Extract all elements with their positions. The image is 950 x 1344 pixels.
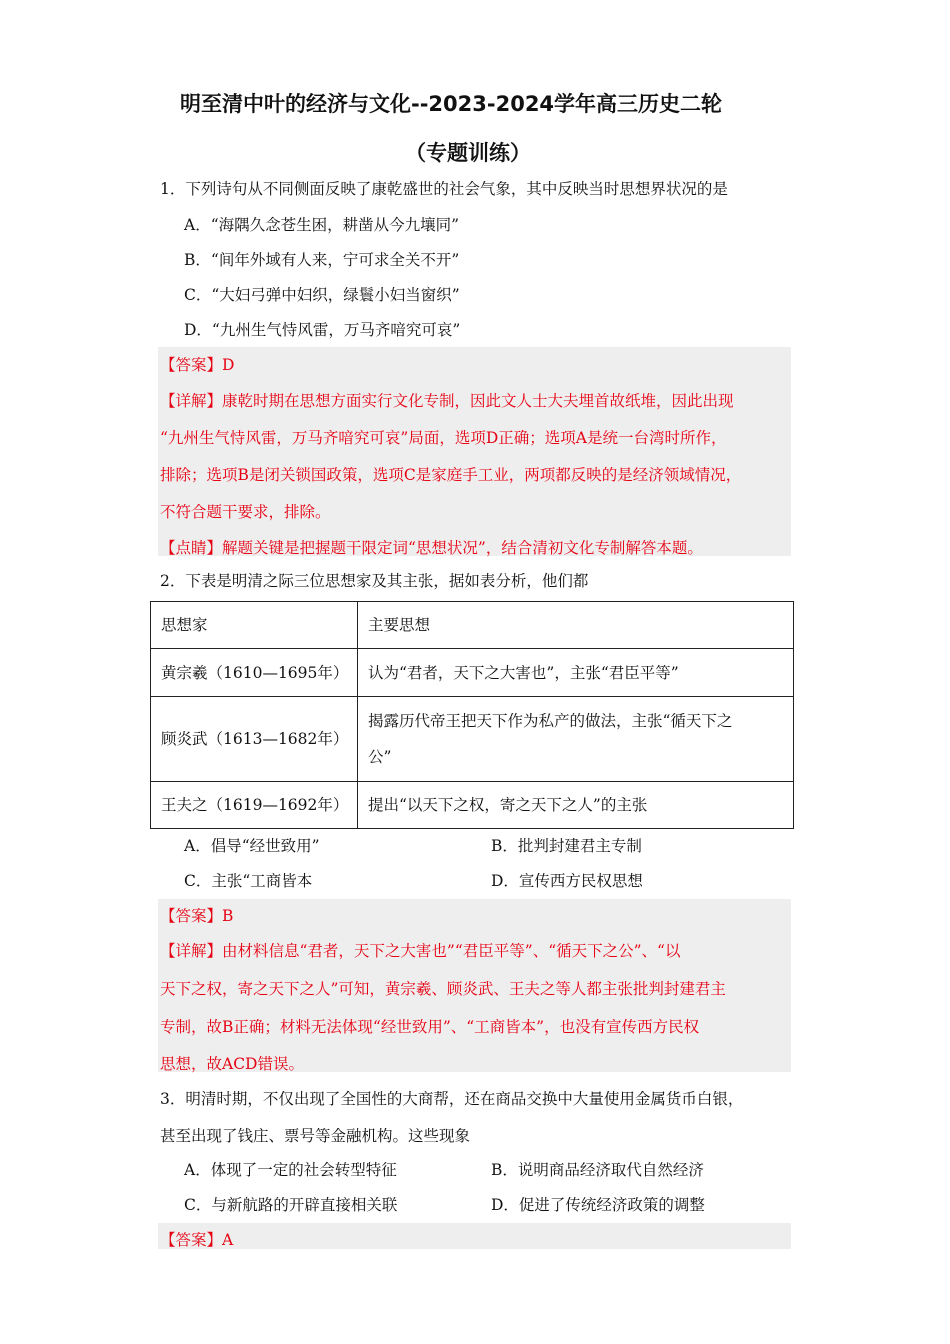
question-1-answer-block	[158, 347, 791, 556]
question-2-answer: 【答案】B	[160, 907, 234, 925]
page-title: 明至清中叶的经济与文化--2023-2024学年高三历史二轮	[180, 92, 723, 116]
question-1-option-c: C．“大妇弓弹中妇织，绿鬟小妇当窗织”	[184, 286, 460, 304]
table-header-row	[151, 602, 794, 649]
question-3-stem-line-1: 3．明清时期，不仅出现了全国性的大商帮，还在商品交换中大量使用金属货币白银，	[160, 1090, 744, 1108]
question-3-option-d: D．促进了传统经济政策的调整	[491, 1196, 705, 1214]
table-row	[151, 649, 794, 697]
question-2-option-c: C．主张“工商皆本	[184, 872, 313, 890]
table-row	[151, 782, 794, 829]
table-cell-line: 公”	[368, 748, 392, 766]
question-1-option-d: D．“九州生气恃风雷，万马齐喑究可哀”	[184, 321, 461, 339]
question-2-stem: 2．下表是明清之际三位思想家及其主张，据如表分析，他们都	[160, 572, 589, 590]
table-cell-line: 揭露历代帝王把天下作为私产的做法，主张“循天下之	[368, 712, 733, 730]
question-1-detail-line-4: 不符合题干要求，排除。	[160, 503, 331, 521]
table-cell: 王夫之（1619—1692年）	[151, 782, 358, 829]
question-1-option-a: A．“海隅久念苍生困，耕凿从今九壤同”	[184, 216, 460, 234]
question-2-detail-line-3: 专制，故B正确；材料无法体现“经世致用”、“工商皆本”，也没有宣传西方民权	[160, 1018, 700, 1036]
question-3-option-b: B．说明商品经济取代自然经济	[491, 1161, 704, 1179]
question-1-detail-line-3: 排除；选项B是闭关锁国政策，选项C是家庭手工业，两项都反映的是经济领域情况，	[160, 466, 742, 484]
question-3-answer: 【答案】A	[160, 1231, 234, 1249]
question-3-answer-block	[158, 1223, 791, 1249]
question-2-option-b: B．批判封建君主专制	[491, 837, 642, 855]
table-cell: 顾炎武（1613—1682年）	[151, 697, 358, 782]
question-2-detail-line-1: 【详解】由材料信息“君者，天下之大害也”“君臣平等”、“循天下之公”、“以	[160, 942, 681, 960]
table-cell: 认为“君者，天下之大害也”，主张“君臣平等”	[358, 649, 794, 697]
question-1-option-b: B．“间年外域有人来，宁可求全关不开”	[184, 251, 460, 269]
table-cell: 提出“以天下之权，寄之天下之人”的主张	[358, 782, 794, 829]
question-2-option-d: D．宣传西方民权思想	[491, 872, 643, 890]
table-header-cell: 思想家	[151, 602, 358, 649]
question-3-option-a: A．体现了一定的社会转型特征	[184, 1161, 397, 1179]
table-cell	[358, 697, 794, 782]
table-cell: 黄宗羲（1610—1695年）	[151, 649, 358, 697]
page-subtitle: （专题训练）	[405, 141, 531, 165]
table-header-cell: 主要思想	[358, 602, 794, 649]
thinkers-table	[150, 601, 794, 829]
table-row	[151, 697, 794, 782]
question-3-stem-line-2: 甚至出现了钱庄、票号等金融机构。这些现象	[160, 1127, 471, 1145]
question-2-detail-line-2: 天下之权，寄之天下之人”可知，黄宗羲、顾炎武、王夫之等人都主张批判封建君主	[160, 980, 726, 998]
question-2-option-a: A．倡导“经世致用”	[184, 837, 320, 855]
question-1-answer: 【答案】D	[160, 356, 235, 374]
question-1-detail-line-1: 【详解】康乾时期在思想方面实行文化专制，因此文人士大夫埋首故纸堆，因此出现	[160, 392, 734, 410]
question-3-option-c: C．与新航路的开辟直接相关联	[184, 1196, 398, 1214]
question-2-detail-line-4: 思想，故ACD错误。	[160, 1055, 304, 1073]
question-1-stem: 1．下列诗句从不同侧面反映了康乾盛世的社会气象，其中反映当时思想界状况的是	[160, 180, 728, 198]
question-1-detail-line-2: “九州生气恃风雷，万马齐喑究可哀”局面，选项D正确；选项A是统一台湾时所作，	[160, 429, 727, 447]
question-1-tip: 【点睛】解题关键是把握题干限定词“思想状况”，结合清初文化专制解答本题。	[160, 539, 703, 557]
